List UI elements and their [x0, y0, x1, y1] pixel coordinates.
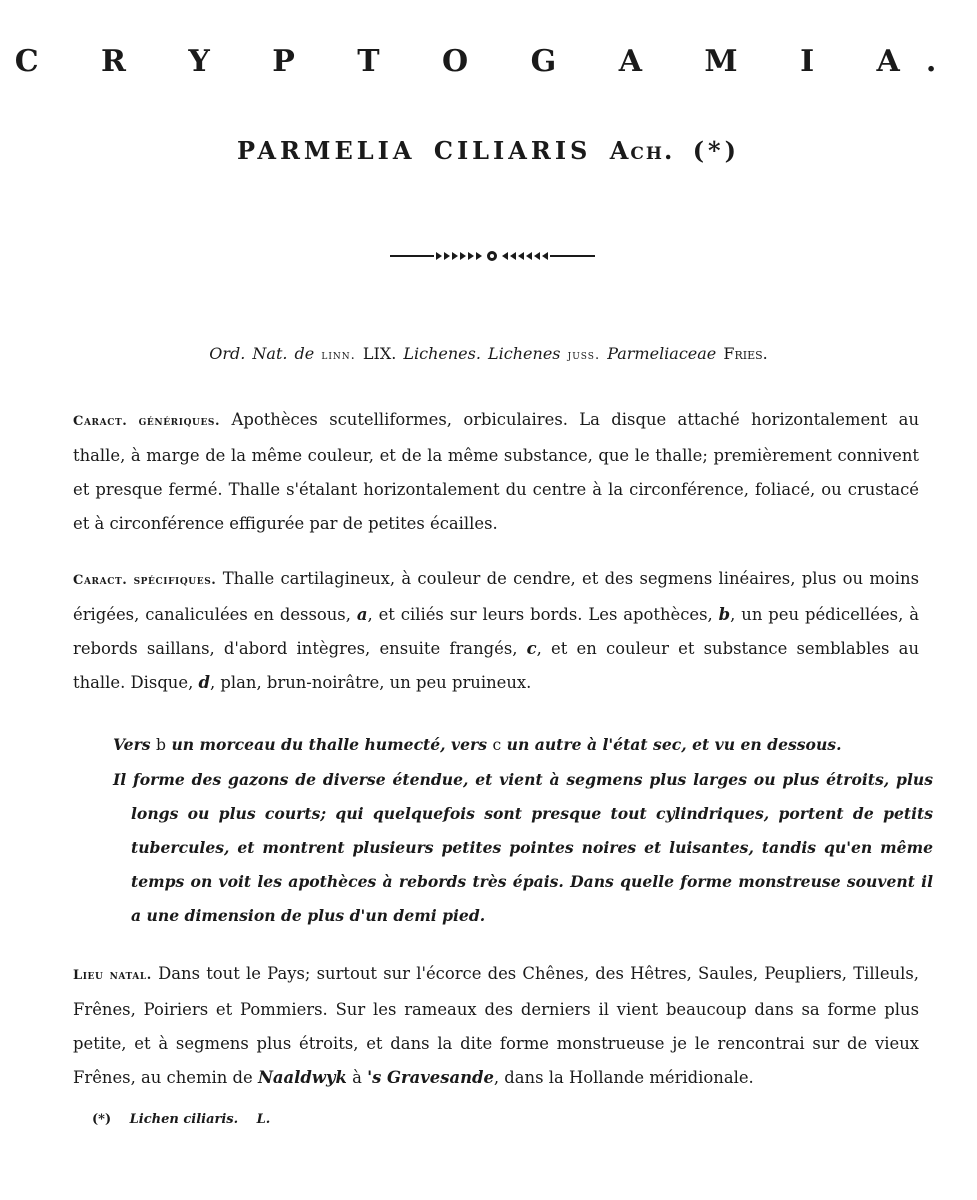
specific-text-3: , un peu pédicellées, à rebords saillans, d'abord intègres, ensuite frangés,	[73, 605, 919, 658]
vers-text-2: un morceau du thalle humecté, vers	[171, 735, 488, 754]
vers-ref-b: b	[156, 736, 167, 754]
vers-ref-c: c	[492, 736, 502, 754]
footnote-text: Lichen ciliaris.	[129, 1112, 239, 1127]
footnote	[92, 1112, 270, 1127]
order-line	[0, 344, 977, 363]
generic-characters	[73, 403, 919, 541]
figure-ref-b: b	[718, 605, 731, 624]
vers-text-3: un autre à l'état sec, et vu en dessous.	[506, 735, 842, 754]
generic-label: Caract. génériques.	[73, 414, 221, 429]
generic-text: Apothèces scutelliformes, orbiculaires. La disque attaché horizontalement au thalle, à marge de la même couleur, et de la même substance, que le thalle; premièrement connivent et presque fermé. Thalle s'étalant horizontalement du centre à la circonférence, foliacé, ou crustacé et à circonférence effigurée par de petites écailles.	[73, 410, 919, 533]
habitat-text-3: , dans la Hollande méridionale.	[493, 1068, 754, 1087]
order-lead: Ord. Nat. de	[209, 344, 315, 363]
footnote-author: L.	[256, 1112, 271, 1127]
species-name: PARMELIA CILIARIS	[237, 136, 592, 165]
figure-description	[113, 728, 915, 762]
ornament-divider	[390, 246, 595, 266]
vers-text-1: Vers	[113, 735, 151, 754]
species-title	[0, 136, 977, 165]
form-description: Il forme des gazons de diverse étendue, et vient à segmens plus larges ou plus étroits, plus longs ou plus courts; qui quelquefois sont presque tout cylindriques, portent de petits tubercules, et montrent plusieurs petites pointes noires et luisantes, tandis qu'en même temps on voit les apothèces à rebords très épais. Dans quelle forme monstreuse souvent il a une dimension de plus d'un demi pied.	[113, 770, 933, 925]
specific-text-2: , et ciliés sur leurs bords. Les apothèces,	[367, 605, 713, 624]
footnote-reference: (*)	[692, 136, 740, 165]
specific-characters	[73, 562, 919, 700]
habitat	[73, 957, 919, 1095]
order-number: LIX.	[362, 344, 397, 363]
order-fries: Fries.	[723, 344, 768, 363]
order-parmeliaceae: Parmeliaceae	[607, 344, 717, 363]
order-lichenes: Lichenes.	[403, 344, 481, 363]
place-gravesande: 's Gravesande	[367, 1068, 494, 1087]
specific-text-1: Thalle cartilagineux, à couleur de cendre, et des segmens linéaires, plus ou moins érigées, canaliculées en dessous,	[73, 569, 919, 624]
specific-text-4: , et en couleur et substance semblables au thalle. Disque,	[73, 639, 919, 692]
order-juss: juss.	[567, 348, 601, 363]
habitat-label: Lieu natal.	[73, 968, 152, 983]
main-title: C R Y P T O G A M I A.	[14, 44, 963, 79]
figure-ref-c: c	[526, 639, 537, 658]
habitat-text-1: Dans tout le Pays; surtout sur l'écorce des Chênes, des Hêtres, Saules, Peupliers, Tilleuls, Frênes, Poiriers et Pommiers. Sur les rameaux des derniers il vient beaucoup dans sa forme plus petite, et à segmens plus étroits, et dans la dite forme monstrueuse je le rencontrai sur de vieux Frênes, au chemin de	[73, 964, 919, 1087]
footnote-mark: (*)	[92, 1112, 112, 1127]
order-lichenes-juss: Lichenes	[488, 344, 561, 363]
order-linn: linn.	[321, 348, 356, 363]
specific-label: Caract. spécifiques.	[73, 573, 217, 588]
figure-ref-d: d	[198, 673, 210, 692]
habitat-text-2: à	[352, 1068, 362, 1087]
figure-ref-a: a	[356, 605, 368, 624]
species-author: Ach.	[609, 136, 675, 165]
specific-text-5: , plan, brun-noirâtre, un peu pruineux.	[209, 673, 532, 692]
place-naaldwyk: Naaldwyk	[257, 1068, 347, 1087]
